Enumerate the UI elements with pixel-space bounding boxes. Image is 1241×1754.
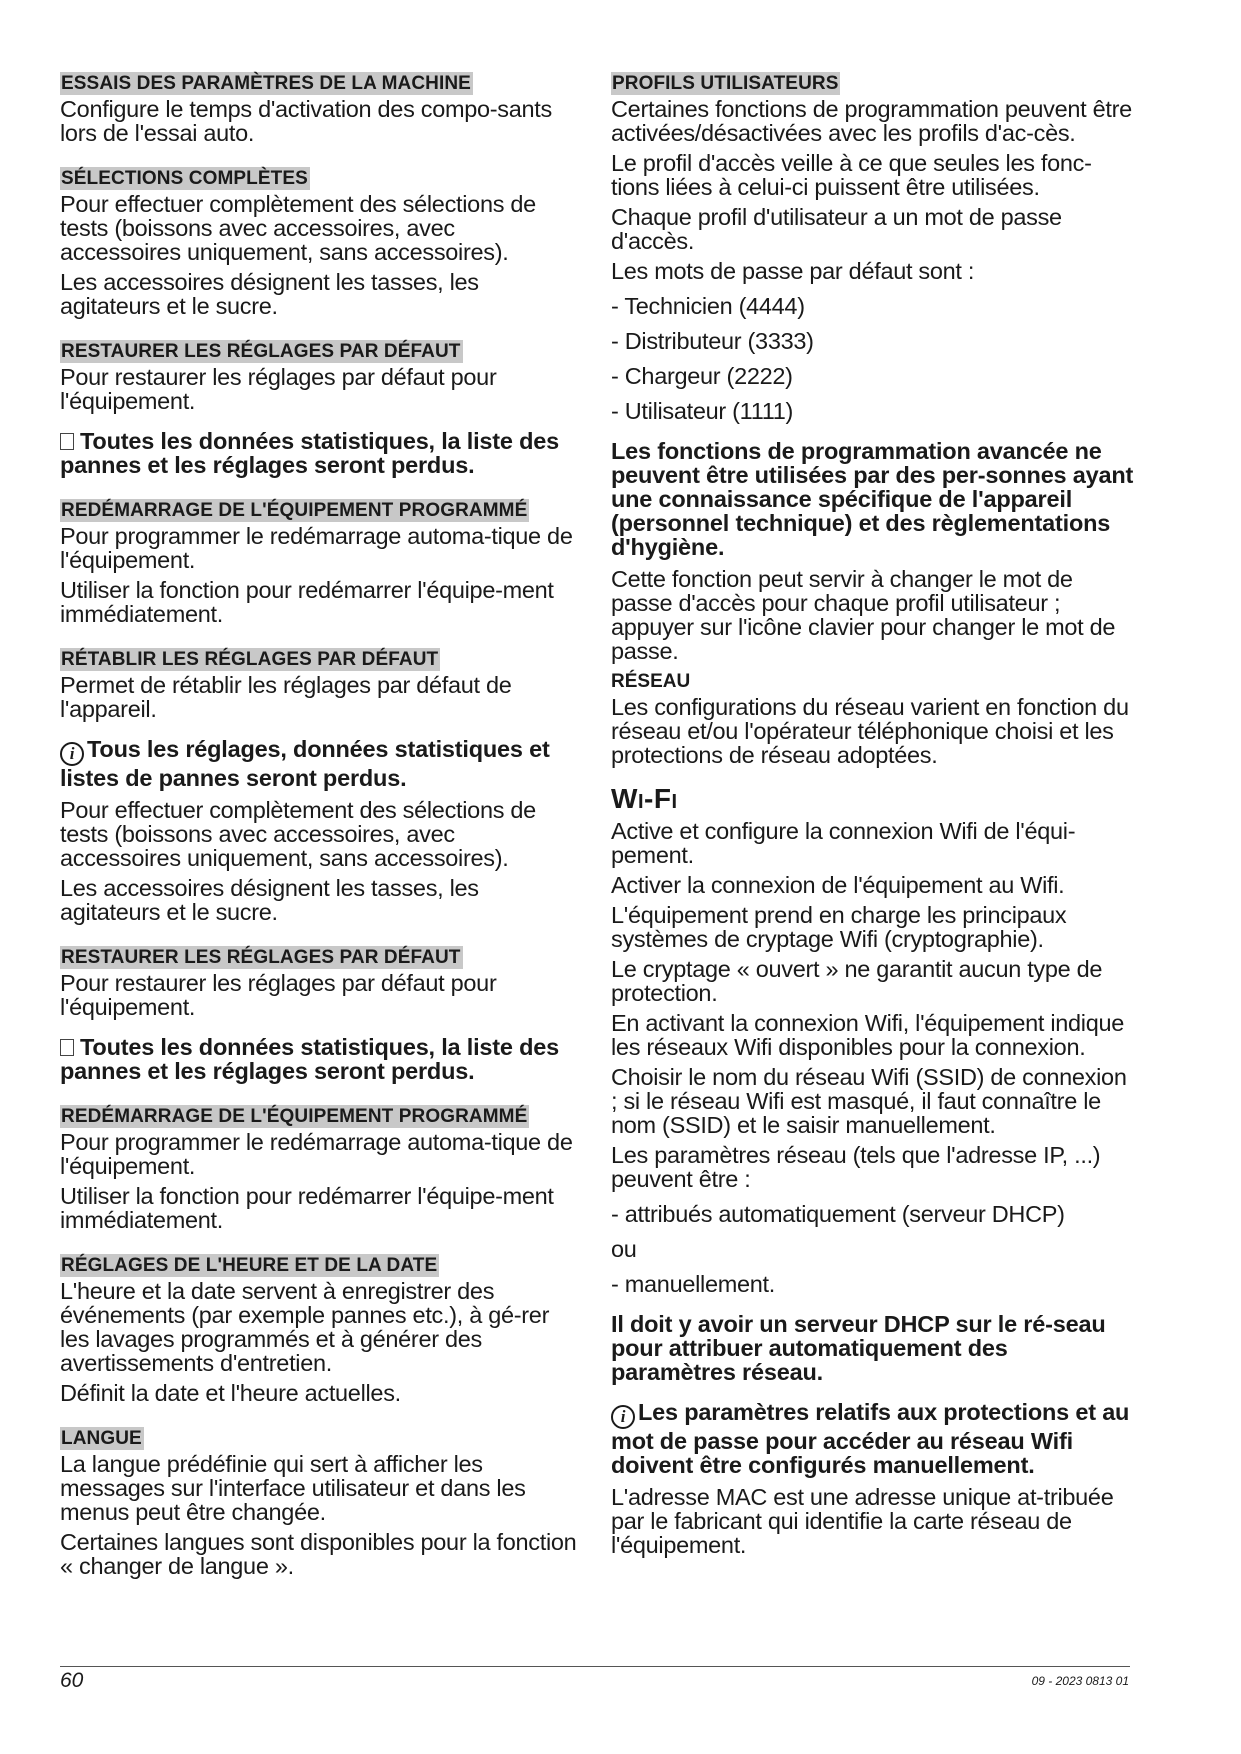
section-language bbox=[60, 1427, 580, 1578]
section-heading: RÉTABLIR LES RÉGLAGES PAR DÉFAUT bbox=[61, 649, 439, 670]
document-code: 09 - 2023 0813 01 bbox=[1031, 1674, 1129, 1688]
section-heading: REDÉMARRAGE DE L'ÉQUIPEMENT PROGRAMMÉ bbox=[61, 1106, 528, 1127]
paragraph: Le profil d'accès veille à ce que seules les fonc-tions liées à celui-ci puissent être utilisées. bbox=[611, 150, 1092, 200]
section-heading: REDÉMARRAGE DE L'ÉQUIPEMENT PROGRAMMÉ bbox=[61, 500, 528, 521]
page-number: 60 bbox=[60, 1669, 84, 1692]
section-heading: RÉGLAGES DE L'HEURE ET DE LA DATE bbox=[61, 1255, 438, 1276]
paragraph: Les accessoires désignent les tasses, les agitateurs et le sucre. bbox=[60, 269, 479, 319]
section-user-profiles bbox=[611, 72, 1136, 663]
section-complete-selections bbox=[60, 167, 580, 318]
left-column bbox=[60, 72, 580, 1586]
warning-text: Toutes les données statistiques, la liste des pannes et les réglages seront perdus. bbox=[60, 428, 559, 478]
paragraph: L'heure et la date servent à enregistrer des événements (par exemple pannes etc.), à gé-rer les lavages programmés et à générer des avertissements d'entretien. bbox=[60, 1278, 550, 1376]
paragraph: Pour programmer le redémarrage automa-tique de l'équipement. bbox=[60, 523, 573, 573]
section-heading: LANGUE bbox=[61, 1428, 142, 1449]
paragraph: Certaines langues sont disponibles pour la fonction « changer de langue ». bbox=[60, 1529, 577, 1579]
warning-text: Toutes les données statistiques, la liste des pannes et les réglages seront perdus. bbox=[60, 1034, 559, 1084]
info-icon: i bbox=[60, 742, 84, 766]
paragraph: Pour effectuer complètement des sélections de tests (boissons avec accessoires, avec accessoires uniquement, sans accessoires). bbox=[60, 797, 536, 871]
list-item: - attribués automatiquement (serveur DHCP) bbox=[611, 1201, 1065, 1227]
wifi-title-part: W bbox=[611, 783, 638, 814]
paragraph: Cette fonction peut servir à changer le mot de passe d'accès pour chaque profil utilisateur ; appuyer sur l'icône clavier pour changer le mot de passe. bbox=[611, 566, 1116, 664]
list-item: - Chargeur (2222) bbox=[611, 363, 793, 389]
paragraph: Certaines fonctions de programmation peuvent être activées/désactivées avec les profils d'ac-cès. bbox=[611, 96, 1132, 146]
wifi-title-part: I bbox=[671, 791, 678, 813]
info-text: Tous les réglages, données statistiques et listes de pannes seront perdus. bbox=[60, 736, 550, 791]
section-scheduled-restart bbox=[60, 499, 580, 626]
section-machine-tests bbox=[60, 72, 580, 145]
paragraph: Pour effectuer complètement des sélections de tests (boissons avec accessoires, avec accessoires uniquement, sans accessoires). bbox=[60, 191, 536, 265]
paragraph: Pour restaurer les réglages par défaut pour l'équipement. bbox=[60, 364, 497, 414]
section-restore-defaults bbox=[60, 340, 580, 477]
warning-icon bbox=[60, 1039, 74, 1056]
paragraph: L'adresse MAC est une adresse unique at-tribuée par le fabricant qui identifie la carte réseau de l'équipement. bbox=[611, 1484, 1114, 1558]
section-restore-defaults-2 bbox=[60, 946, 580, 1083]
paragraph: Utiliser la fonction pour redémarrer l'équipe-ment immédiatement. bbox=[60, 577, 554, 627]
paragraph: Pour programmer le redémarrage automa-tique de l'équipement. bbox=[60, 1129, 573, 1179]
section-wifi bbox=[611, 783, 1136, 1557]
paragraph: Les configurations du réseau varient en fonction du réseau et/ou l'opérateur téléphonique choisi et les protections de réseau adoptées. bbox=[611, 694, 1129, 768]
section-network bbox=[611, 671, 1136, 767]
paragraph: Choisir le nom du réseau Wifi (SSID) de connexion ; si le réseau Wifi est masqué, il faut connaître le nom (SSID) et le saisir manuellement. bbox=[611, 1064, 1127, 1138]
warning-icon bbox=[60, 433, 74, 450]
section-scheduled-restart-2 bbox=[60, 1105, 580, 1232]
list-item: - manuellement. bbox=[611, 1271, 775, 1297]
bold-note: Il doit y avoir un serveur DHCP sur le ré-seau pour attribuer automatiquement des paramètres réseau. bbox=[611, 1311, 1106, 1385]
paragraph: Le cryptage « ouvert » ne garantit aucun type de protection. bbox=[611, 956, 1103, 1006]
section-heading: SÉLECTIONS COMPLÈTES bbox=[61, 168, 308, 189]
bold-note: Les fonctions de programmation avancée ne peuvent être utilisées par des per-sonnes ayant une connaissance spécifique de l'appareil (personnel technique) et des règlementations d'hygiène. bbox=[611, 438, 1134, 560]
wifi-title-part: I bbox=[637, 791, 644, 813]
paragraph: Activer la connexion de l'équipement au Wifi. bbox=[611, 872, 1065, 898]
list-item: - Distributeur (3333) bbox=[611, 328, 814, 354]
warning-note bbox=[60, 1035, 580, 1083]
list-item: - Utilisateur (1111) bbox=[611, 398, 794, 424]
paragraph: Les paramètres réseau (tels que l'adresse IP, ...) peuvent être : bbox=[611, 1142, 1101, 1192]
section-heading: RESTAURER LES RÉGLAGES PAR DÉFAUT bbox=[61, 341, 461, 362]
paragraph: La langue prédéfinie qui sert à afficher les messages sur l'interface utilisateur et dans les menus peut être changée. bbox=[60, 1451, 526, 1525]
info-note bbox=[611, 1400, 1136, 1477]
paragraph: Permet de rétablir les réglages par défaut de l'appareil. bbox=[60, 672, 512, 722]
right-column bbox=[611, 72, 1136, 1565]
footer-divider bbox=[60, 1666, 1130, 1667]
wifi-title bbox=[611, 783, 1136, 815]
paragraph: Utiliser la fonction pour redémarrer l'équipe-ment immédiatement. bbox=[60, 1183, 554, 1233]
paragraph: Chaque profil d'utilisateur a un mot de passe d'accès. bbox=[611, 204, 1062, 254]
section-heading: PROFILS UTILISATEURS bbox=[612, 73, 839, 94]
section-heading: ESSAIS DES PARAMÈTRES DE LA MACHINE bbox=[61, 73, 471, 94]
paragraph: Les mots de passe par défaut sont : bbox=[611, 258, 975, 284]
paragraph: Active et configure la connexion Wifi de l'équi-pement. bbox=[611, 818, 1076, 868]
paragraph: Configure le temps d'activation des compo-sants lors de l'essai auto. bbox=[60, 96, 552, 146]
section-time-date bbox=[60, 1254, 580, 1405]
info-note bbox=[60, 737, 580, 790]
paragraph: ou bbox=[611, 1236, 637, 1262]
info-icon: i bbox=[611, 1405, 635, 1429]
warning-note bbox=[60, 429, 580, 477]
paragraph: Définit la date et l'heure actuelles. bbox=[60, 1380, 401, 1406]
section-heading: RÉSEAU bbox=[611, 671, 691, 692]
paragraph: En activant la connexion Wifi, l'équipement indique les réseaux Wifi disponibles pour la connexion. bbox=[611, 1010, 1125, 1060]
wifi-title-part: -F bbox=[644, 783, 672, 814]
section-heading: RESTAURER LES RÉGLAGES PAR DÉFAUT bbox=[61, 947, 461, 968]
section-reset-defaults bbox=[60, 648, 580, 924]
paragraph: Les accessoires désignent les tasses, les agitateurs et le sucre. bbox=[60, 875, 479, 925]
paragraph: Pour restaurer les réglages par défaut pour l'équipement. bbox=[60, 970, 497, 1020]
info-text: Les paramètres relatifs aux protections et au mot de passe pour accéder au réseau Wifi doivent être configurés manuellement. bbox=[611, 1399, 1130, 1478]
list-item: - Technicien (4444) bbox=[611, 293, 805, 319]
paragraph: L'équipement prend en charge les principaux systèmes de cryptage Wifi (cryptographie). bbox=[611, 902, 1067, 952]
